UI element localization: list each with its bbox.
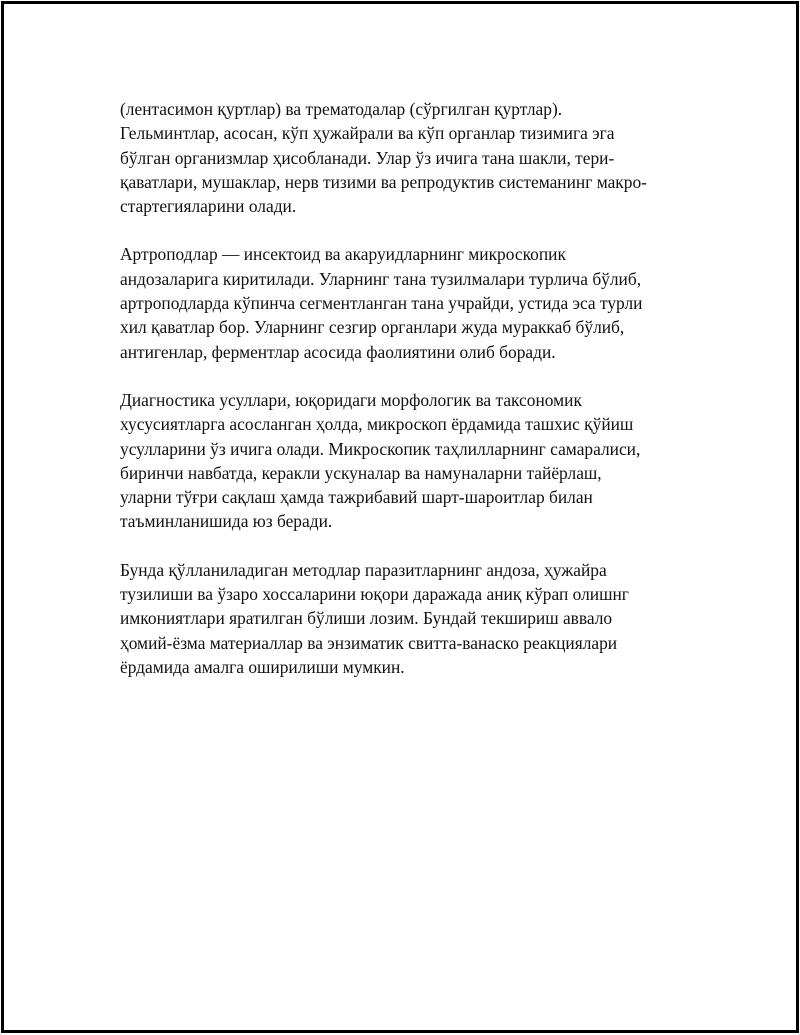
text-line: ёрдамида амалга оширилиши мумкин.: [120, 656, 405, 677]
text-line: қаватлари, мушаклар, нерв тизими ва репродуктив системанинг макро-: [120, 171, 647, 192]
text-line: артроподларда кўпинча сегментланган тана учрайди, устида эса турли: [120, 293, 643, 314]
text-line: ҳомий-ёзма материаллар ва энзиматик свитта-ванаско реакциялари: [120, 632, 618, 653]
text-line: усулларини ўз ичига олади. Микроскопик таҳлилларнинг самаралиси,: [120, 438, 641, 459]
text-line: таъминланишида юз беради.: [120, 511, 333, 532]
page-body: [120, 97, 720, 703]
paragraph-methods: [120, 558, 720, 679]
text-line: андозаларига киритилади. Уларнинг тана тузилмалари турлича бўлиб,: [120, 268, 642, 289]
paragraph-arthropods: [120, 242, 720, 363]
text-line: стартегияларини олади.: [120, 196, 297, 217]
text-line: Артроподлар — инсектоид ва акаруидларнинг микроскопик: [120, 244, 566, 265]
text-line: хил қаватлар бор. Уларнинг сезгир органлари жуда мураккаб бўлиб,: [120, 317, 625, 338]
text-line: бўлган организмлар ҳисобланади. Улар ўз ичига тана шакли, тери-: [120, 147, 615, 168]
text-line: Гельминтлар, асосан, кўп ҳужайрали ва кўп органлар тизимига эга: [120, 123, 615, 144]
text-line: антигенлар, ферментлар асосида фаолиятини олиб боради.: [120, 341, 556, 362]
text-line: Диагностика усуллари, юқоридаги морфологик ва таксономик: [120, 389, 582, 410]
text-line: (лентасимон қуртлар) ва трематодалар (сўргилган қуртлар).: [120, 99, 563, 119]
text-line: имкониятлари яратилган бўлиши лозим. Бундай текшириш аввало: [120, 608, 613, 629]
text-line: хусусиятларга асосланган ҳолда, микроскоп ёрдамида ташхис қўйиш: [120, 414, 634, 435]
text-line: тузилиши ва ўзаро хоссаларини юқори даражада аниқ кўрап олишнг: [120, 584, 629, 605]
paragraph-helminths: [120, 97, 720, 218]
page-frame: [1, 1, 799, 1033]
paragraph-diagnostics: [120, 388, 720, 534]
text-line: биринчи навбатда, керакли ускуналар ва намуналарни тайёрлаш,: [120, 462, 602, 483]
text-line: Бунда қўлланиладиган методлар паразитларнинг андоза, ҳужайра: [120, 559, 607, 580]
text-line: уларни тўғри сақлаш ҳамда тажрибавий шарт-шароитлар билан: [120, 487, 593, 508]
